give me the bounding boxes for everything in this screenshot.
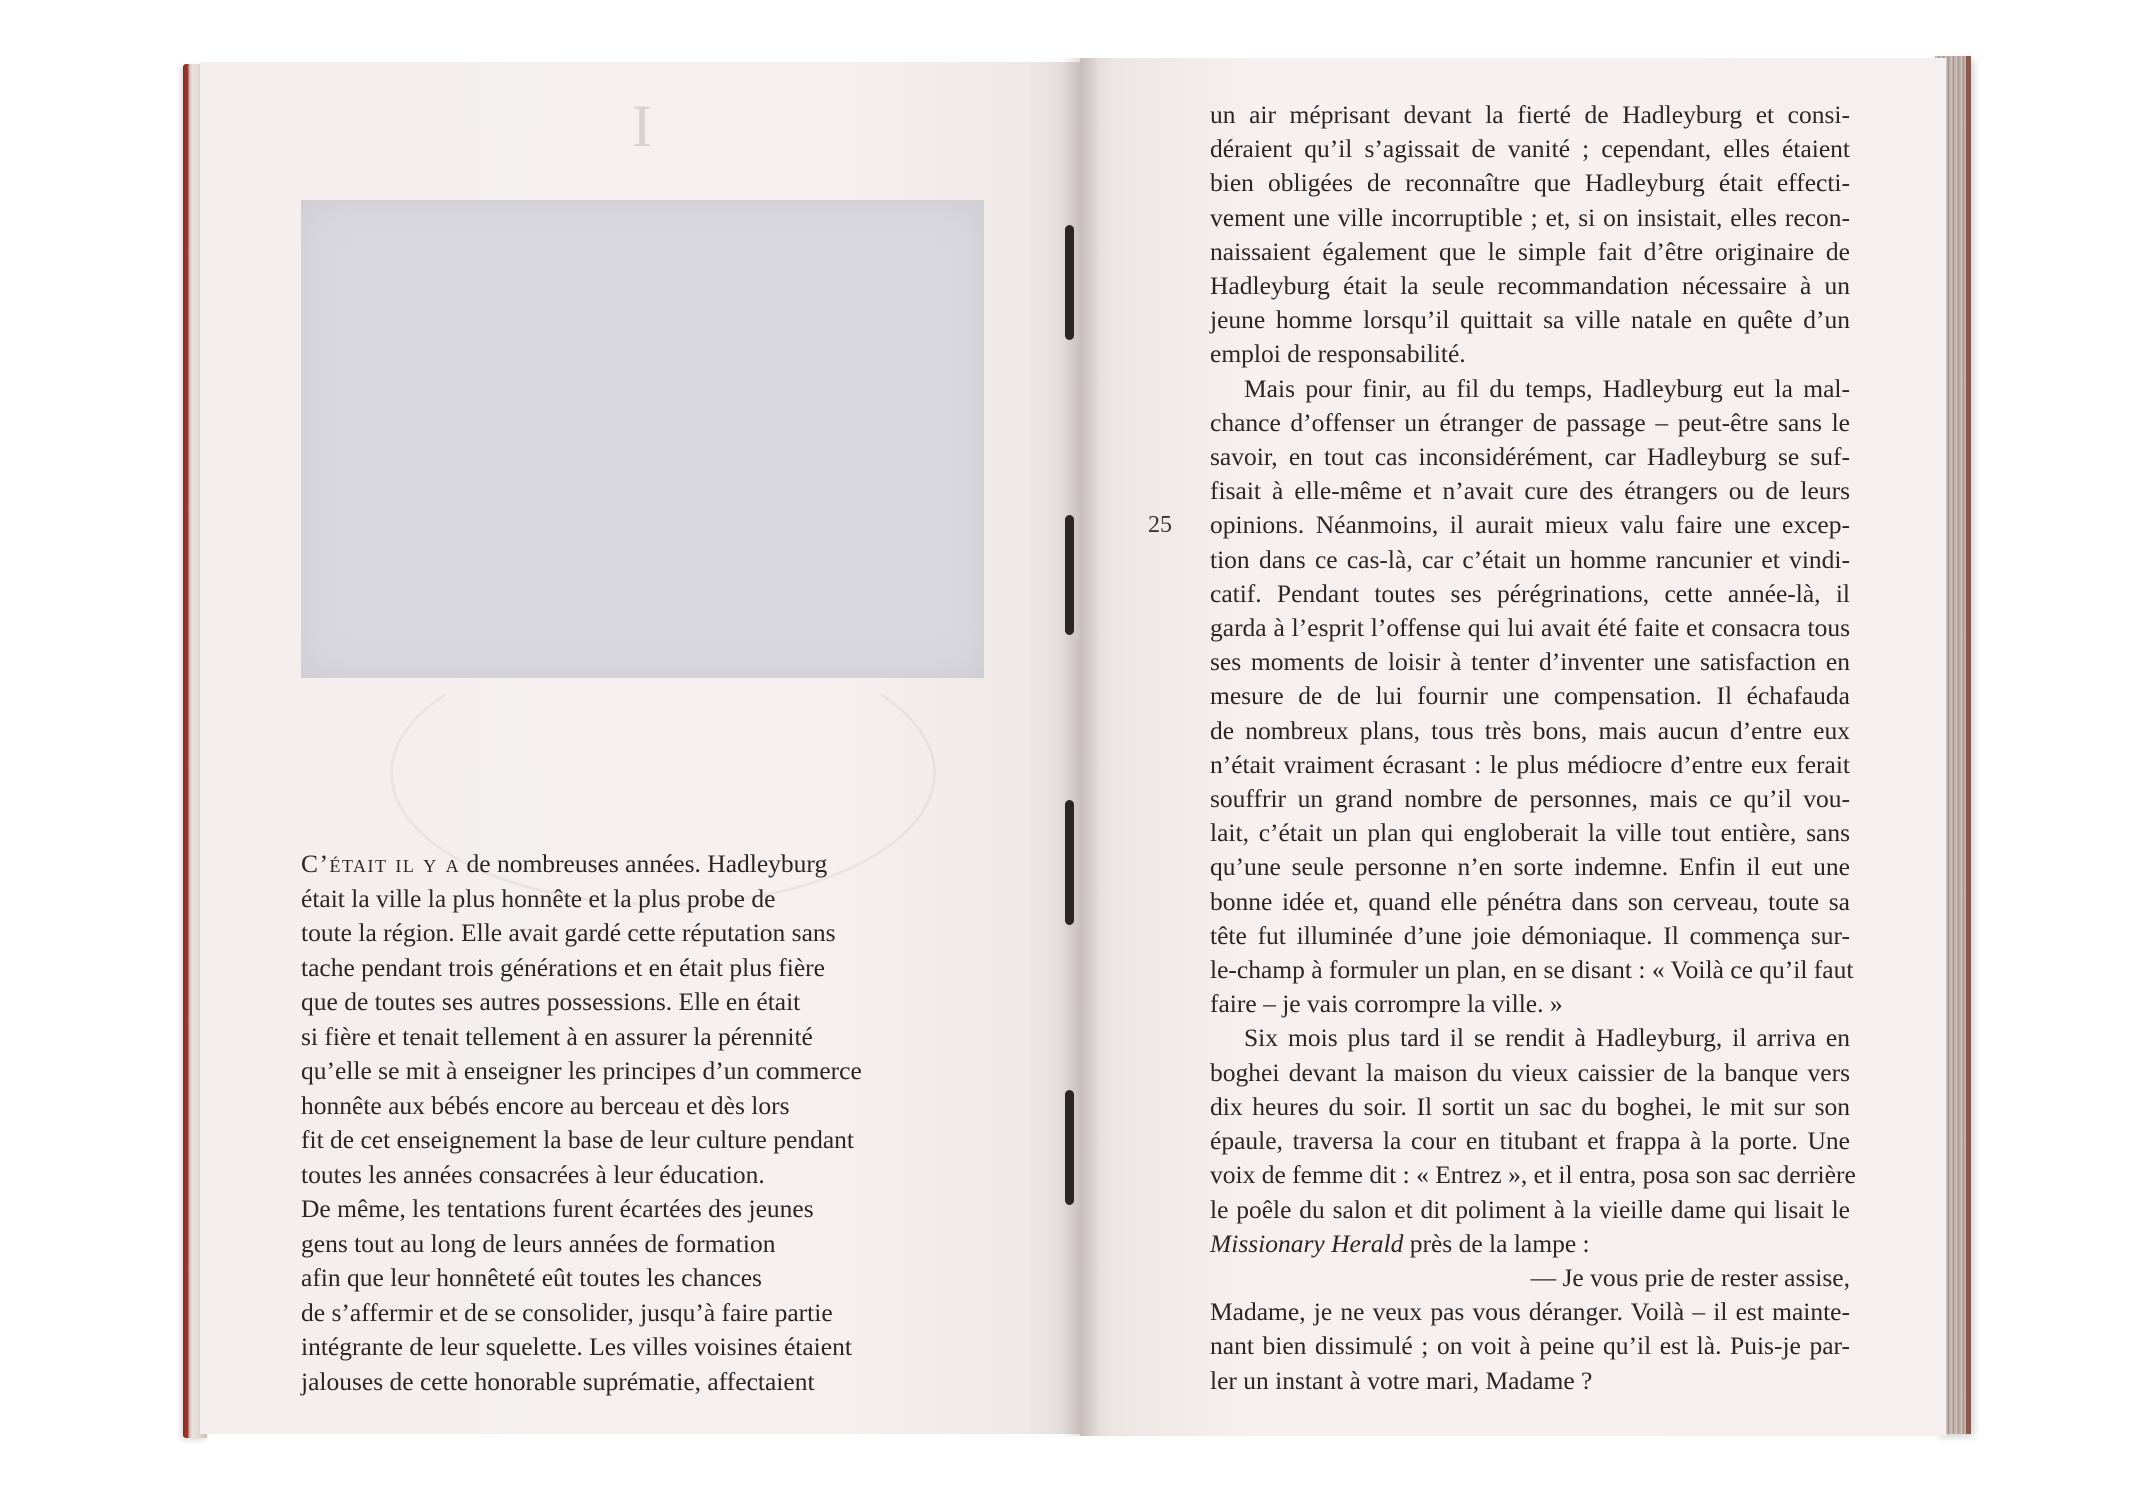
text-line: tête fut illuminée d’une joie démoniaque. Il commença sur- [1210, 920, 1850, 950]
text-line: déraient qu’il s’agissait de vanité ; cependant, elles étaient [1210, 134, 1850, 164]
binding-stitch [1065, 1090, 1074, 1205]
text-line: mesure de de lui fournir une compensation. Il échafauda [1210, 681, 1850, 711]
chapter-numeral: I [632, 93, 652, 159]
text-line: de s’affermir et de se consolider, jusqu’à faire partie [301, 1297, 833, 1327]
text-line: bien obligées de reconnaître que Hadleyburg était effecti- [1210, 168, 1850, 198]
text-line: ses moments de loisir à tenter d’inventer une satisfaction en [1210, 647, 1850, 677]
text-line: gens tout au long de leurs années de formation [301, 1228, 776, 1258]
text-line: tion dans ce cas-là, car c’était un homme rancunier et vindi- [1210, 544, 1850, 574]
text-line: De même, les tentations furent écartées des jeunes [301, 1194, 814, 1223]
text-line: boghei devant la maison du vieux caissier de la banque vers [1210, 1057, 1850, 1087]
right-page-text [1210, 98, 1856, 1398]
text-line: Six mois plus tard il se rendit à Hadleyburg, il arriva en [1244, 1023, 1850, 1053]
text-line: jeune homme lorsqu’il quittait sa ville natale en quête d’un [1210, 305, 1850, 335]
text-line: honnête aux bébés encore au berceau et dès lors [301, 1090, 790, 1120]
text-line: vement une ville incorruptible ; et, si on insistait, elles recon- [1210, 202, 1850, 232]
text-line: fit de cet enseignement la base de leur culture pendant [301, 1125, 854, 1154]
text-line: savoir, en tout cas inconsidérément, car Hadleyburg se suf- [1210, 442, 1850, 472]
text-line: opinions. Néanmoins, il aurait mieux valu faire une excep- [1210, 510, 1850, 540]
text-line: Hadleyburg était la seule recommandation nécessaire à un [1210, 271, 1850, 301]
text-line: intégrante de leur squelette. Les villes voisines étaient [301, 1332, 852, 1361]
italic-title: Missionary Herald [1210, 1228, 1404, 1258]
margin-line-number: 25 [1148, 512, 1172, 538]
text-line: fisait à elle-même et n’avait cure des étrangers ou de leurs [1210, 476, 1850, 506]
text-line: que de toutes ses autres possessions. Elle en était [301, 987, 801, 1016]
text-line: bonne idée et, quand elle pénétra dans son cerveau, toute sa [1210, 886, 1850, 916]
text-line: si fière et tenait tellement à en assurer la pérennité [301, 1021, 813, 1051]
text-line: afin que leur honnêteté eût toutes les chances [301, 1263, 762, 1292]
text-line: toutes les années consacrées à leur éducation. [301, 1159, 765, 1189]
left-page-text [301, 847, 1001, 1399]
text-line: nant bien dissimulé ; on voit à peine qu’il est là. Puis-je par- [1210, 1331, 1850, 1361]
text-line: faire – je vais corrompre la ville. » [1210, 989, 1563, 1019]
text-line: était la ville la plus honnête et la plus probe de [301, 883, 776, 913]
text-line: souffrir un grand nombre de personnes, mais ce qu’il vou- [1210, 784, 1850, 814]
text-line: épaule, traversa la cour en titubant et frappa à la porte. Une [1210, 1126, 1850, 1156]
text-line: le poêle du salon et dit poliment à la vieille dame qui lisait le [1210, 1194, 1850, 1224]
text-line: dix heures du soir. Il sortit un sac du boghei, le mit sur son [1210, 1091, 1850, 1121]
text-line: jalouses de cette honorable suprématie, affectaient [301, 1366, 815, 1396]
text-line: Madame, je ne veux pas vous déranger. Voilà – il est mainte- [1210, 1297, 1850, 1327]
text-line: C’était il y a de nombreuses années. Hadleyburg [301, 849, 828, 878]
text-line: naissaient également que le simple fait d’être originaire de [1210, 236, 1850, 266]
text-line: voix de femme dit : « Entrez », et il entra, posa son sac derrière [1210, 1160, 1856, 1190]
text-line: chance d’offenser un étranger de passage – peut-être sans le [1210, 407, 1850, 437]
text-line: garda à l’esprit l’offense qui lui avait été faite et consacra tous [1210, 613, 1850, 643]
text-line: le-champ à formuler un plan, en se disant : « Voilà ce qu’il faut [1210, 955, 1854, 985]
text-line: qu’une seule personne n’en sorte indemne. Enfin il eut une [1210, 852, 1850, 882]
binding-stitch [1065, 515, 1074, 635]
binding-stitch [1065, 225, 1074, 340]
text-line: ler un instant à votre mari, Madame ? [1210, 1365, 1593, 1395]
text-line: emploi de responsabilité. [1210, 339, 1466, 369]
text-line: n’était vraiment écrasant : le plus médiocre d’entre eux ferait [1210, 749, 1850, 779]
text-line: de nombreux plans, tous très bons, mais aucun d’entre eux [1210, 715, 1850, 745]
text-line: Missionary Herald près de la lampe : [1210, 1228, 1590, 1258]
opening-smallcaps: C’était il y a [301, 849, 461, 878]
text-line: — Je vous prie de rester assise, [1530, 1262, 1850, 1292]
text-line: toute la région. Elle avait gardé cette réputation sans [301, 918, 836, 947]
text-line: qu’elle se mit à enseigner les principes d’un commerce [301, 1056, 862, 1085]
illustration-placeholder [301, 200, 984, 678]
text-line: un air méprisant devant la fierté de Hadleyburg et consi- [1210, 100, 1850, 129]
text-line: catif. Pendant toutes ses pérégrinations, cette année-là, il [1210, 578, 1850, 608]
binding-stitch [1065, 800, 1074, 925]
text-line: Mais pour finir, au fil du temps, Hadleyburg eut la mal- [1244, 373, 1850, 403]
text-line: tache pendant trois générations et en était plus fière [301, 952, 825, 982]
text-line: lait, c’était un plan qui engloberait la ville tout entière, sans [1210, 818, 1850, 848]
